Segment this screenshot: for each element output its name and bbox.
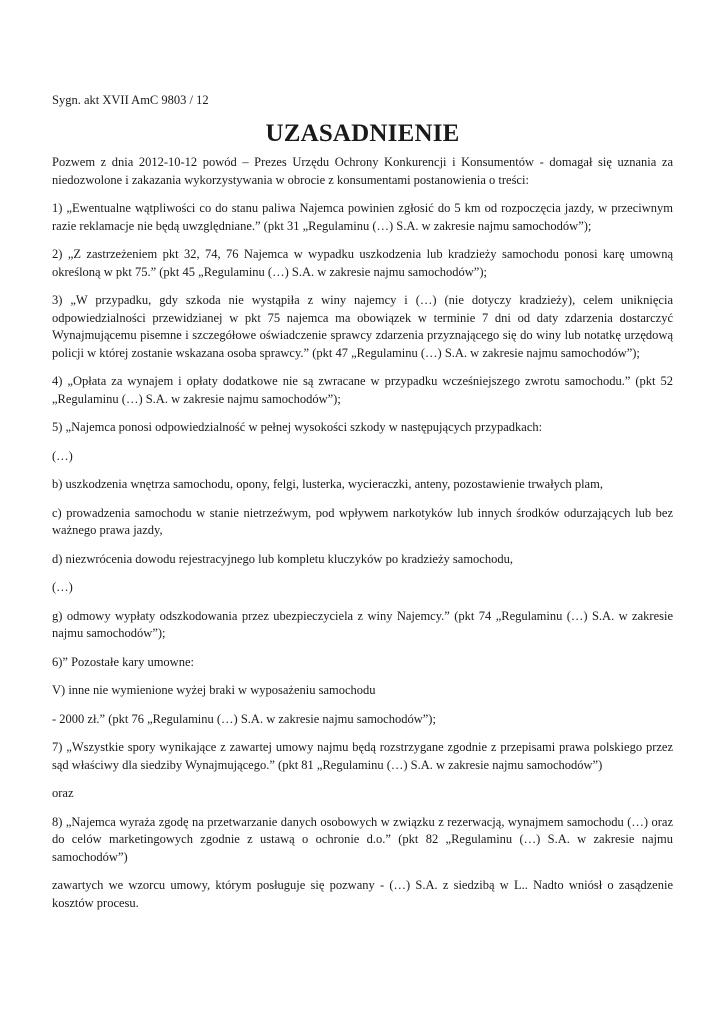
paragraph-clause-2: 2) „Z zastrzeżeniem pkt 32, 74, 76 Najemca w wypadku uszkodzenia lub kradzieży samochodu ponosi karę umowną określoną w pkt 75.” (pkt 45 „Regulaminu (…) S.A. w zakresie najmu samochodów”); [52, 247, 673, 279]
paragraph-closing: zawartych we wzorcu umowy, którym posługuje się pozwany - (…) S.A. z siedzibą w L.. Nadto wniósł o zasądzenie kosztów procesu. [52, 878, 673, 910]
paragraph-clause-5c: c) prowadzenia samochodu w stanie nietrzeźwym, pod wpływem narkotyków lub innych środków odurzających lub bez ważnego prawa jazdy, [52, 505, 673, 537]
document-title: UZASADNIENIE [265, 120, 460, 147]
paragraph-clause-5d: d) niezwrócenia dowodu rejestracyjnego lub kompletu kluczyków po kradzieży samochodu, [52, 551, 513, 566]
paragraph-intro: Pozwem z dnia 2012-10-12 powód – Prezes Urzędu Ochrony Konkurencji i Konsumentów - domagał się uznania za niedozwolone i zakazania wykorzystywania w obrocie z konsumentami postanowienia o treści: [52, 155, 673, 187]
paragraph-ellipsis: (…) [52, 448, 73, 463]
paragraph-clause-5b: b) uszkodzenia wnętrza samochodu, opony, felgi, lusterka, wycieraczki, anteny, pozostawienie trwałych plam, [52, 477, 603, 491]
paragraph-clause-1: 1) „Ewentualne wątpliwości co do stanu paliwa Najemca powinien zgłosić do 5 km od rozpoczęcia jazdy, w przeciwnym razie reklamacje nie będą uwzględniane.” (pkt 31 „Regulaminu (…) S.A. w zakresie najmu samochodów”); [52, 201, 673, 233]
paragraph-clause-6-amount: - 2000 zł.” (pkt 76 „Regulaminu (…) S.A. w zakresie najmu samochodów”); [52, 711, 436, 726]
paragraph-ellipsis: (…) [52, 580, 73, 594]
paragraph-clause-6: 6)” Pozostałe kary umowne: [52, 654, 194, 669]
paragraph-conjunction: oraz [52, 786, 74, 800]
paragraph-clause-5g: g) odmowy wypłaty odszkodowania przez ubezpieczyciela z winy Najemcy.” (pkt 74 „Regulaminu (…) S.A. w zakresie najmu samochodów”); [52, 608, 673, 640]
paragraph-clause-8: 8) „Najemca wyraża zgodę na przetwarzanie danych osobowych w związku z rezerwacją, wynajmem samochodu (…) oraz do celów marketingowych zgodnie z ustawą o ochronie d.o.” (pkt 82 „Regulaminu (…) S.A. w zakresie najmu samochodów”) [52, 814, 673, 864]
case-signature: Sygn. akt XVII AmC 9803 / 12 [52, 93, 209, 107]
paragraph-clause-4: 4) „Opłata za wynajem i opłaty dodatkowe nie są zwracane w przypadku wcześniejszego zwrotu samochodu.” (pkt 52 „Regulaminu (…) S.A. w zakresie najmu samochodów”); [52, 374, 673, 406]
paragraph-clause-6v: V) inne nie wymienione wyżej braki w wyposażeniu samochodu [52, 683, 376, 697]
paragraph-clause-7: 7) „Wszystkie spory wynikające z zawartej umowy najmu będą rozstrzygane zgodnie z przepisami prawa polskiego przez sąd właściwy dla siedziby Wynajmującego.” (pkt 81 „Regulaminu (…) S.A. w zakresie najmu samochodów”) [52, 740, 673, 772]
document-page [52, 92, 673, 923]
paragraph-clause-3: 3) „W przypadku, gdy szkoda nie wystąpiła z winy najemcy i (…) (nie dotyczy kradzieży), celem uniknięcia odpowiedzialności przewidzianej w pkt 75 najemca ma obowiązek w terminie 7 dni od daty zdarzenia dostarczyć Wynajmującemu pisemne i szczegółowe oświadczenie sprawcy zdarzenia przyznającego się do winy lub notatkę urzędową policji w której zostanie wskazana osoba sprawcy.” (pkt 47 „Regulaminu (…) S.A. w zakresie najmu samochodów”); [52, 293, 673, 360]
paragraph-clause-5: 5) „Najemca ponosi odpowiedzialność w pełnej wysokości szkody w następujących przypadkach: [52, 420, 543, 434]
